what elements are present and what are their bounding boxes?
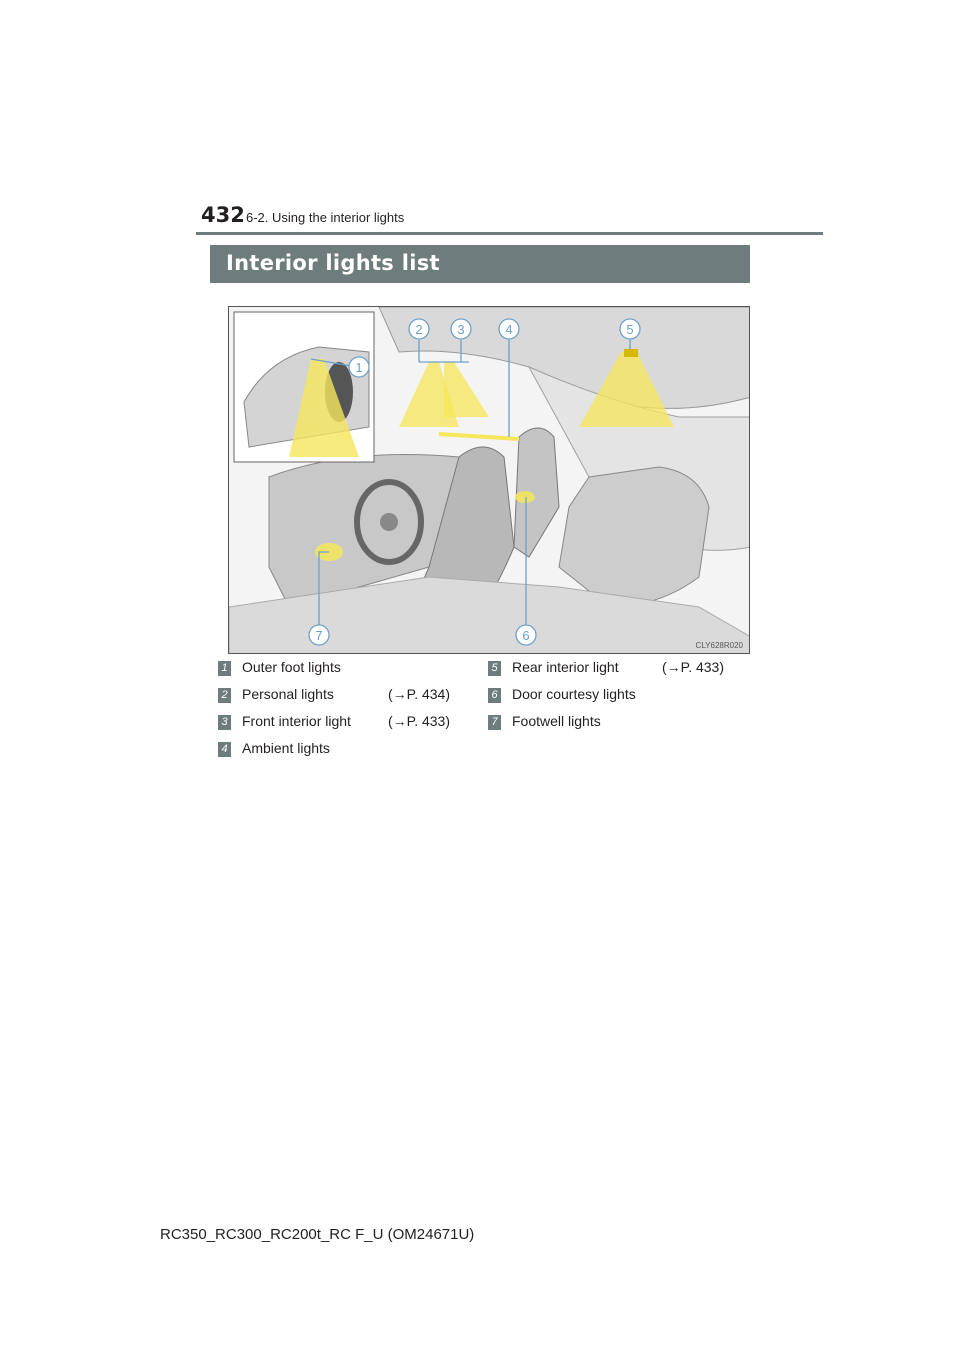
callout-7: 7 [315,628,323,643]
heading-bar [210,245,750,283]
number-badge: 4 [218,742,231,757]
legend-label: Outer foot lights [242,659,341,675]
legend-label: Personal lights [242,686,334,702]
callout-4: 4 [505,322,513,337]
header-rule [196,232,823,235]
number-badge: 1 [218,661,231,676]
number-badge: 5 [488,661,501,676]
callout-2: 2 [415,322,423,337]
page-number: 432 [201,203,245,227]
legend-item [218,686,468,706]
figure-code: CLY628R020 [695,641,743,650]
legend-item [218,740,468,760]
legend-item [488,686,748,706]
number-badge: 3 [218,715,231,730]
number-badge: 6 [488,688,501,703]
page-reference[interactable]: (→P. 434) [388,686,450,702]
legend-item [218,713,468,733]
callout-5: 5 [626,322,634,337]
legend-label: Front interior light [242,713,351,729]
page-reference[interactable]: (→P. 433) [388,713,450,729]
number-badge: 2 [218,688,231,703]
legend-item [218,659,468,679]
footer-model-code: RC350_RC300_RC200t_RC F_U (OM24671U) [160,1226,475,1243]
page-reference[interactable]: (→P. 433) [662,659,724,675]
car-interior-drawing [229,307,750,654]
legend-label: Rear interior light [512,659,619,675]
legend-label: Door courtesy lights [512,686,636,702]
callout-3: 3 [457,322,465,337]
interior-lights-illustration [228,306,750,654]
legend-item [488,713,748,733]
page-heading: Interior lights list [226,251,440,275]
section-title: 6-2. Using the interior lights [246,210,405,225]
callout-1: 1 [355,360,363,375]
legend-label: Footwell lights [512,713,601,729]
number-badge: 7 [488,715,501,730]
legend-item [488,659,748,679]
callout-6: 6 [522,628,530,643]
legend-label: Ambient lights [242,740,330,756]
